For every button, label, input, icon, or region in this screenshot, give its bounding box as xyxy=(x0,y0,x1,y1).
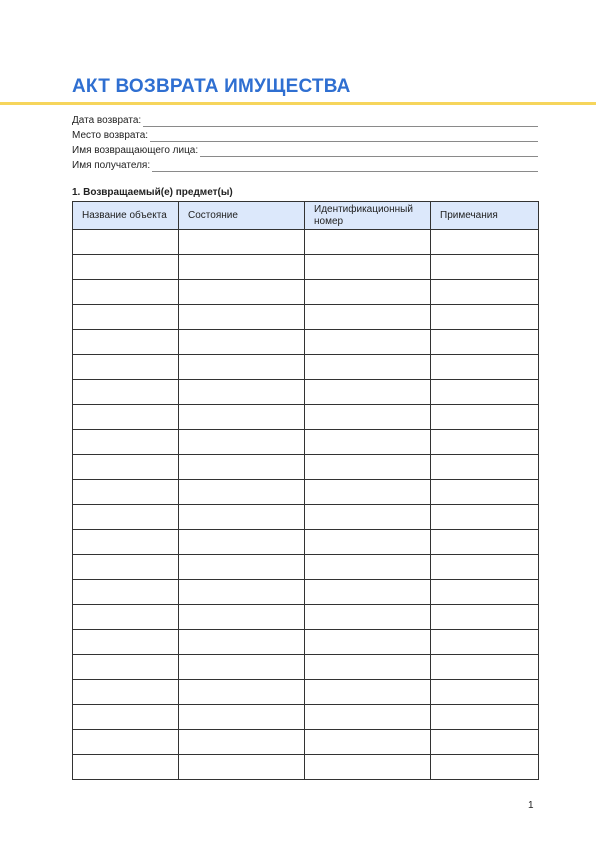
return-date-label: Дата возврата: xyxy=(72,115,142,126)
table-cell[interactable] xyxy=(305,730,431,755)
table-cell[interactable] xyxy=(73,355,179,380)
return-place-field[interactable] xyxy=(72,127,538,142)
table-cell[interactable] xyxy=(73,655,179,680)
table-cell[interactable] xyxy=(73,255,179,280)
table-cell[interactable] xyxy=(305,580,431,605)
table-cell[interactable] xyxy=(431,280,539,305)
table-cell[interactable] xyxy=(179,655,305,680)
section-title-returned-items: 1. Возвращаемый(е) предмет(ы) xyxy=(72,187,233,198)
table-cell[interactable] xyxy=(73,680,179,705)
table-row xyxy=(73,405,539,430)
table-cell[interactable] xyxy=(179,580,305,605)
table-row xyxy=(73,555,539,580)
table-cell[interactable] xyxy=(431,555,539,580)
table-cell[interactable] xyxy=(179,255,305,280)
table-cell[interactable] xyxy=(179,755,305,780)
table-cell[interactable] xyxy=(179,380,305,405)
table-row xyxy=(73,380,539,405)
recipient-name-line[interactable] xyxy=(152,161,538,172)
table-cell[interactable] xyxy=(431,355,539,380)
table-cell[interactable] xyxy=(431,530,539,555)
table-cell[interactable] xyxy=(73,430,179,455)
table-row xyxy=(73,630,539,655)
table-cell[interactable] xyxy=(431,255,539,280)
table-cell[interactable] xyxy=(305,480,431,505)
table-cell[interactable] xyxy=(73,305,179,330)
table-cell[interactable] xyxy=(179,355,305,380)
table-cell[interactable] xyxy=(305,330,431,355)
table-row xyxy=(73,530,539,555)
table-row xyxy=(73,755,539,780)
table-cell[interactable] xyxy=(431,605,539,630)
table-row xyxy=(73,480,539,505)
table-row xyxy=(73,305,539,330)
return-date-field[interactable] xyxy=(72,112,538,127)
table-cell[interactable] xyxy=(431,330,539,355)
table-cell[interactable] xyxy=(73,705,179,730)
table-cell[interactable] xyxy=(179,530,305,555)
table-cell[interactable] xyxy=(179,705,305,730)
table-cell[interactable] xyxy=(73,380,179,405)
table-cell[interactable] xyxy=(73,580,179,605)
table-cell[interactable] xyxy=(305,455,431,480)
table-cell[interactable] xyxy=(73,480,179,505)
table-cell[interactable] xyxy=(431,305,539,330)
table-row xyxy=(73,655,539,680)
column-header-condition: Состояние xyxy=(179,202,305,230)
table-cell[interactable] xyxy=(179,630,305,655)
table-cell[interactable] xyxy=(431,655,539,680)
table-row xyxy=(73,455,539,480)
table-cell[interactable] xyxy=(305,380,431,405)
table-cell[interactable] xyxy=(73,280,179,305)
table-cell[interactable] xyxy=(73,330,179,355)
table-cell[interactable] xyxy=(305,705,431,730)
table-row xyxy=(73,730,539,755)
table-cell[interactable] xyxy=(179,405,305,430)
table-row xyxy=(73,330,539,355)
return-place-label: Место возврата: xyxy=(72,130,149,141)
table-cell[interactable] xyxy=(73,405,179,430)
table-cell[interactable] xyxy=(431,630,539,655)
column-header-id-number: Идентификационный номер xyxy=(305,202,431,230)
table-cell[interactable] xyxy=(179,505,305,530)
returner-name-label: Имя возвращающего лица: xyxy=(72,145,199,156)
table-cell[interactable] xyxy=(305,355,431,380)
table-row xyxy=(73,680,539,705)
table-cell[interactable] xyxy=(179,480,305,505)
table-row xyxy=(73,430,539,455)
table-cell[interactable] xyxy=(305,305,431,330)
table-row xyxy=(73,230,539,255)
table-cell[interactable] xyxy=(305,755,431,780)
table-cell[interactable] xyxy=(431,505,539,530)
table-cell[interactable] xyxy=(431,230,539,255)
table-cell[interactable] xyxy=(73,230,179,255)
table-cell[interactable] xyxy=(431,430,539,455)
page-number: 1 xyxy=(528,800,534,811)
table-cell[interactable] xyxy=(305,230,431,255)
return-date-line[interactable] xyxy=(143,116,538,127)
info-fields xyxy=(72,112,538,172)
recipient-name-field[interactable] xyxy=(72,157,538,172)
table-header-row xyxy=(73,202,539,230)
table-cell[interactable] xyxy=(73,755,179,780)
column-header-object-name: Название объекта xyxy=(73,202,179,230)
table-row xyxy=(73,705,539,730)
table-cell[interactable] xyxy=(431,730,539,755)
return-place-line[interactable] xyxy=(150,131,538,142)
title-accent-rule xyxy=(0,102,596,105)
table-cell[interactable] xyxy=(305,680,431,705)
table-cell[interactable] xyxy=(73,630,179,655)
table-cell[interactable] xyxy=(73,455,179,480)
page-title: АКТ ВОЗВРАТА ИМУЩЕСТВА xyxy=(72,76,351,97)
table-cell[interactable] xyxy=(305,655,431,680)
table-cell[interactable] xyxy=(431,705,539,730)
table-cell[interactable] xyxy=(179,280,305,305)
table-cell[interactable] xyxy=(431,455,539,480)
table-cell[interactable] xyxy=(73,505,179,530)
table-row xyxy=(73,605,539,630)
table-cell[interactable] xyxy=(431,680,539,705)
recipient-name-label: Имя получателя: xyxy=(72,160,151,171)
table-row xyxy=(73,505,539,530)
table-cell[interactable] xyxy=(179,455,305,480)
table-cell[interactable] xyxy=(179,605,305,630)
column-header-notes: Примечания xyxy=(431,202,539,230)
table-row xyxy=(73,580,539,605)
table-cell[interactable] xyxy=(179,680,305,705)
table-body xyxy=(73,230,539,780)
table-cell[interactable] xyxy=(305,505,431,530)
table-row xyxy=(73,255,539,280)
table-row xyxy=(73,355,539,380)
returner-name-field[interactable] xyxy=(72,142,538,157)
table-cell[interactable] xyxy=(73,605,179,630)
table-cell[interactable] xyxy=(305,555,431,580)
table-cell[interactable] xyxy=(305,605,431,630)
table-row xyxy=(73,280,539,305)
table-cell[interactable] xyxy=(305,280,431,305)
table-cell[interactable] xyxy=(305,530,431,555)
table-cell[interactable] xyxy=(179,330,305,355)
table-cell[interactable] xyxy=(305,630,431,655)
table-cell[interactable] xyxy=(305,255,431,280)
table-cell[interactable] xyxy=(73,730,179,755)
table-cell[interactable] xyxy=(73,555,179,580)
table-cell[interactable] xyxy=(431,405,539,430)
table-cell[interactable] xyxy=(305,430,431,455)
returner-name-line[interactable] xyxy=(200,146,538,157)
table-cell[interactable] xyxy=(305,405,431,430)
table-cell[interactable] xyxy=(431,580,539,605)
table-cell[interactable] xyxy=(179,555,305,580)
table-cell[interactable] xyxy=(431,755,539,780)
table-cell[interactable] xyxy=(431,380,539,405)
table-cell[interactable] xyxy=(431,480,539,505)
table-cell[interactable] xyxy=(179,305,305,330)
table-cell[interactable] xyxy=(179,430,305,455)
table-cell[interactable] xyxy=(179,730,305,755)
table-cell[interactable] xyxy=(179,230,305,255)
table-cell[interactable] xyxy=(73,530,179,555)
returned-items-table xyxy=(72,201,539,780)
